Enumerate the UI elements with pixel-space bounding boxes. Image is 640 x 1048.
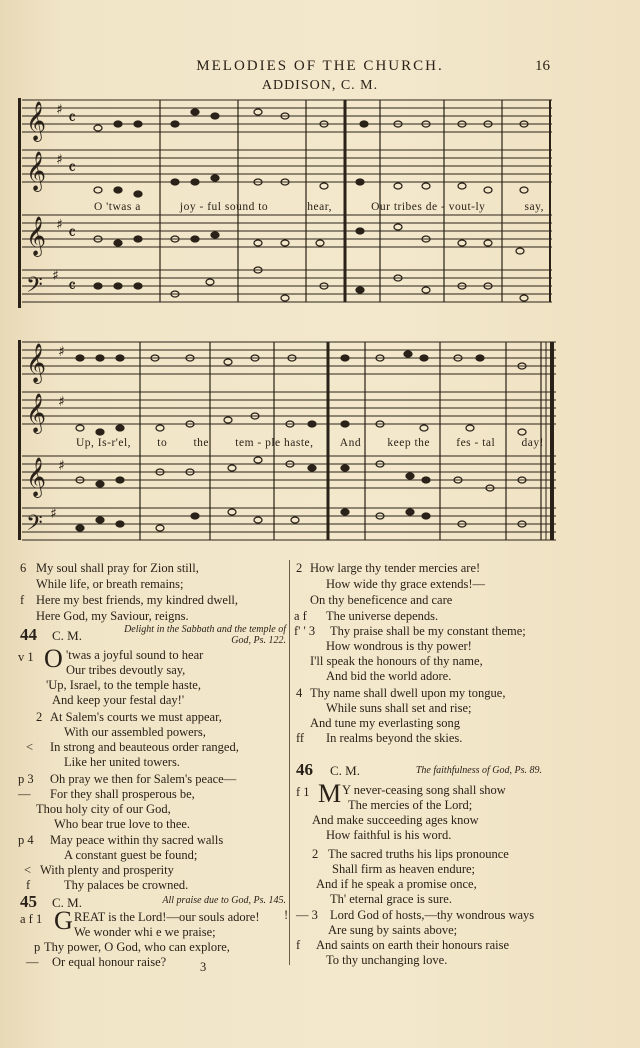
verse-line: Here my best friends, my kindred dwell, (36, 593, 239, 607)
dynamic-mark: f (20, 593, 25, 607)
verse-line: Here God, my Saviour, reigns. (36, 609, 189, 623)
verse-line: For they shall prosperous be, (50, 787, 195, 801)
dynamic-mark: p 4 (18, 833, 34, 847)
dynamic-mark: ff (296, 731, 305, 745)
dynamic-mark: v 1 (18, 650, 34, 664)
verse-line: A constant guest be found; (64, 848, 198, 862)
dynamic-mark: < (24, 863, 32, 877)
verse-number: 6 (20, 561, 27, 575)
svg-text:♯: ♯ (58, 458, 65, 474)
staff-bass-1b (22, 508, 556, 540)
verse-line: And if he speak a promise once, (316, 877, 477, 891)
lyric-line-2 (76, 437, 544, 449)
verse-line: How wide thy grace extends!— (326, 577, 485, 591)
hymn-meter: C. M. (52, 895, 82, 910)
lyric-syllables: And (339, 437, 362, 449)
verse-line: Shall firm as heaven endure; (332, 862, 476, 876)
verse-line: And saints on earth their honours raise (316, 938, 510, 952)
dynamic-mark: — (26, 955, 39, 969)
svg-text:𝄴: 𝄴 (68, 158, 77, 179)
verse-line: How faithful is his word. (326, 828, 452, 842)
hymn-number: 44 (20, 625, 37, 644)
verse-line: My soul shall pray for Zion still, (36, 561, 199, 575)
dynamic-mark: p 3 (18, 772, 34, 786)
svg-text:𝄴: 𝄴 (68, 223, 77, 244)
svg-text:𝄢: 𝄢 (26, 273, 43, 303)
notes-staff-3b (76, 457, 526, 491)
drop-cap: O (44, 644, 63, 673)
verse-line: I'll speak the honours of thy name, (310, 654, 483, 668)
hymn-subject (124, 624, 286, 646)
page-header: MELODIES OF THE CHURCH. (196, 58, 444, 74)
lyric-syllables: keep the (387, 437, 430, 449)
svg-text:𝄞: 𝄞 (26, 101, 47, 141)
verse-number: 2 (36, 710, 43, 724)
verse-line: In realms beyond the skies. (326, 731, 463, 745)
verse-line: Oh pray we then for Salem's peace— (50, 772, 237, 786)
dynamic-mark: f (296, 938, 301, 952)
verse-number: 2 (296, 561, 303, 575)
verse-line: And make succeeding ages know (312, 813, 479, 827)
verse-line: Thy name shall dwell upon my tongue, (310, 686, 506, 700)
verse-line: Y never-ceasing song shall show (342, 783, 506, 797)
svg-text:♯: ♯ (58, 344, 65, 360)
verse-line: While life, or breath remains; (36, 577, 184, 591)
subject-text: Delight in the Sabbath and the temple of God, (124, 624, 286, 646)
verse-line: Or equal honour raise? (52, 955, 167, 969)
svg-text:♯: ♯ (58, 394, 65, 410)
psalm-ref: Ps. 122. (253, 635, 286, 646)
drop-cap: M (318, 779, 342, 808)
signature-mark: 3 (200, 960, 207, 974)
dynamic-mark: a f (294, 609, 307, 623)
verse-line: Are sung by saints above; (328, 923, 458, 937)
verse-number: 2 (312, 847, 319, 861)
verse-line: We wonder whi e we praise; (74, 925, 216, 939)
verse-line: And bid the world adore. (326, 669, 452, 683)
hymn-number: 45 (20, 892, 37, 911)
notes-staff-4b (76, 509, 526, 531)
dynamic-mark: f 1 (296, 785, 310, 799)
svg-text:♯: ♯ (50, 506, 57, 522)
verse-line: Thy palaces be crowned. (64, 878, 189, 892)
dynamic-mark: p (34, 940, 41, 954)
dynamic-mark: < (26, 740, 34, 754)
verse-line: 'Up, Israel, to the temple haste, (46, 678, 201, 692)
lyric-syllables: hear, (307, 201, 332, 213)
verse-line: The mercies of the Lord; (348, 798, 473, 812)
verse-line: Thy power, O God, who can explore, (44, 940, 230, 954)
lyric-syllables: joy - ful sound to (179, 201, 269, 213)
verse-line: How wondrous is thy power! (326, 639, 472, 653)
verse-line: And keep your festal day!' (52, 693, 185, 707)
hymn-subject (118, 895, 286, 906)
verse-line: 'twas a joyful sound to hear (66, 648, 204, 662)
psalm-ref: Ps. 89. (514, 765, 542, 776)
page-number: 16 (535, 58, 550, 74)
verse-line: Th' eternal grace is sure. (330, 892, 452, 906)
lyric-syllables: day! (521, 437, 544, 449)
verse-line: To thy unchanging love. (326, 953, 448, 967)
verse-line: May peace within thy sacred walls (50, 833, 224, 847)
verse-line: The universe depends. (326, 609, 439, 623)
svg-text:𝄞: 𝄞 (26, 151, 47, 191)
lyric-syllables: to (157, 437, 168, 449)
svg-text:𝄞: 𝄞 (26, 343, 47, 383)
hymn-meter: C. M. (52, 628, 82, 643)
verse-line: Our tribes devoutly say, (66, 663, 186, 677)
verse-line: Thy praise shall be my constant theme; (330, 624, 526, 638)
lyric-syllables: O 'twas a (94, 201, 141, 213)
lyric-syllables: Our tribes de - vout-ly (371, 201, 486, 213)
svg-text:♯: ♯ (56, 217, 63, 233)
staff-treble-2b (22, 392, 556, 424)
psalm-ref: Ps. 145. (253, 895, 286, 906)
svg-text:𝄴: 𝄴 (68, 276, 77, 297)
verse-line: On thy beneficence and care (310, 593, 453, 607)
verse-line: While suns shall set and rise; (326, 701, 472, 715)
dynamic-mark: f' ' 3 (294, 624, 316, 638)
verse-line: Thou holy city of our God, (36, 802, 171, 816)
hymn-number: 46 (296, 760, 313, 779)
subject-text: All praise due to God, (162, 895, 251, 906)
svg-text:𝄢: 𝄢 (26, 511, 43, 541)
tune-title: ADDISON, C. M. (261, 78, 379, 93)
svg-text:𝄞: 𝄞 (26, 393, 47, 433)
verse-line: Who bear true love to thee. (54, 817, 191, 831)
lyric-syllables: Up, Is-r'el, (76, 437, 132, 449)
hymn-subject (380, 765, 542, 776)
svg-text:♯: ♯ (56, 152, 63, 168)
dynamic-mark: ! (284, 908, 289, 922)
svg-text:𝄴: 𝄴 (68, 108, 77, 129)
svg-text:♯: ♯ (56, 102, 63, 118)
verse-number: 4 (296, 686, 303, 700)
lyric-syllables: fes - tal (456, 437, 496, 449)
verse-line: And tune my everlasting song (310, 716, 460, 730)
verse-line: Like her united towers. (64, 755, 180, 769)
drop-cap: G (54, 906, 73, 935)
verse-line: Lord God of hosts,—thy wondrous ways (330, 908, 535, 922)
lyric-syllables: say, (524, 201, 544, 213)
verse-line: In strong and beauteous order ranged, (50, 740, 239, 754)
verse-line: With our assembled powers, (64, 725, 206, 739)
verse-line: REAT is the Lord!—our souls adore! (74, 910, 260, 924)
hymn-meter: C. M. (330, 763, 360, 778)
svg-text:𝄞: 𝄞 (26, 216, 47, 256)
column-divider (289, 560, 290, 965)
dynamic-mark: — 3 (296, 908, 318, 922)
verse-line: How large thy tender mercies are! (310, 561, 481, 575)
verse-line: With plenty and prosperity (40, 863, 174, 877)
subject-text: The faithfulness of God, (415, 765, 512, 776)
dynamic-mark: f (26, 878, 31, 892)
lyric-syllables: tem - ple haste, (235, 437, 314, 449)
dynamic-mark: — (18, 787, 31, 801)
svg-text:♯: ♯ (52, 268, 59, 284)
svg-text:𝄞: 𝄞 (26, 457, 47, 497)
verse-line: At Salem's courts we must appear, (50, 710, 222, 724)
verse-line: The sacred truths his lips pronounce (328, 847, 509, 861)
dynamic-mark: a f 1 (20, 912, 43, 926)
lyric-syllables: the (193, 437, 210, 449)
